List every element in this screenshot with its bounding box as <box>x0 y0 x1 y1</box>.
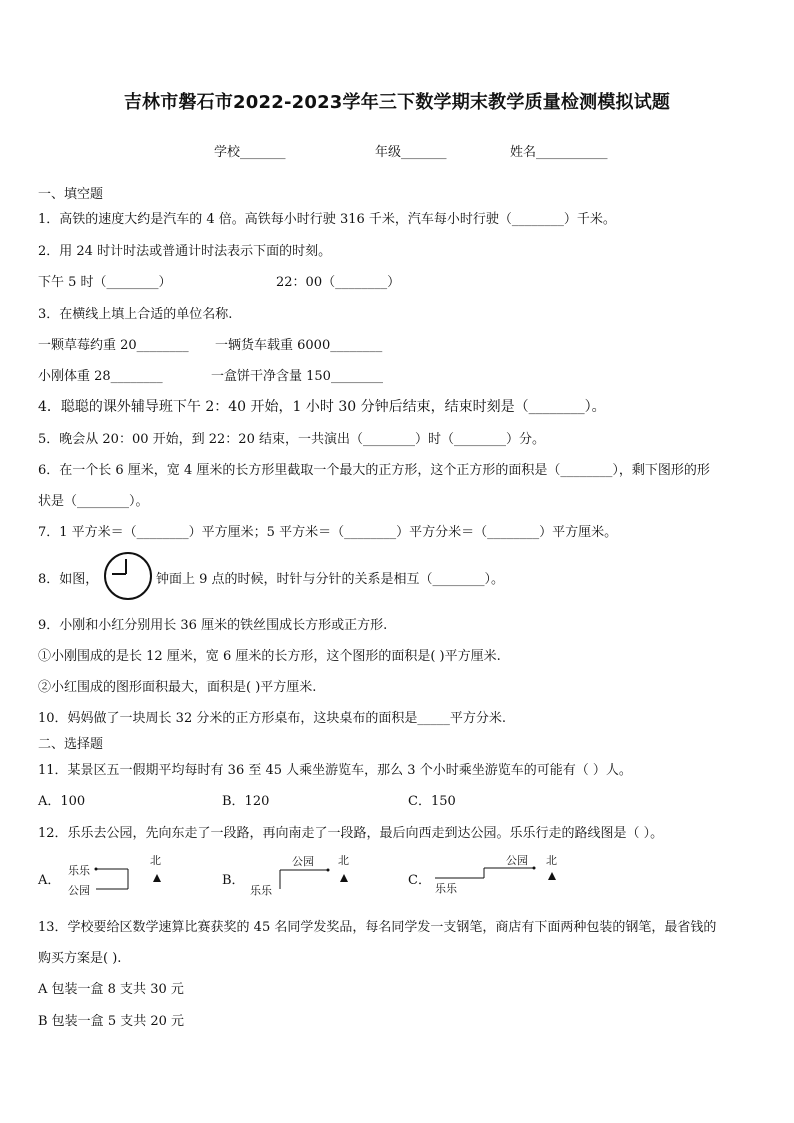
q12-option-a-label[interactable]: A． <box>38 873 61 888</box>
map-b-lele: 乐乐 <box>250 884 272 897</box>
question-3a: 一颗草莓约重 20________ <box>38 338 189 353</box>
question-3d: 一盒饼干净含量 150________ <box>211 369 383 384</box>
question-8b: 钟面上 9 点的时候，时针与分针的关系是相互（________）。 <box>156 572 505 587</box>
q12-option-c-label[interactable]: C． <box>408 873 431 888</box>
q11-option-b[interactable]: B．120 <box>222 794 270 809</box>
clock-face-icon <box>104 552 152 600</box>
q12-option-a-map[interactable] <box>66 852 176 898</box>
question-9: 9．小刚和小红分别用长 36 厘米的铁丝围成长方形或正方形. <box>38 618 388 633</box>
q12-option-b-label[interactable]: B． <box>222 873 245 888</box>
school-field[interactable]: 学校_______ <box>214 145 286 160</box>
map-c-north: 北 <box>546 854 557 867</box>
question-9b: ②小红围成的图形面积最大，面积是( )平方厘米. <box>38 680 317 695</box>
map-b-park: 公园 <box>292 855 314 868</box>
question-3c: 小刚体重 28________ <box>38 369 163 384</box>
question-2a: 下午 5 时（________） <box>38 275 172 290</box>
question-4: 4．聪聪的课外辅导班下午 2：40 开始，1 小时 30 分钟后结束，结束时刻是（________）。 <box>38 399 606 415</box>
question-9a: ①小刚围成的是长 12 厘米，宽 6 厘米的长方形，这个图形的面积是( )平方厘米. <box>38 649 501 664</box>
question-2: 2．用 24 时计时法或普通计时法表示下面的时刻。 <box>38 244 332 259</box>
question-3b: 一辆货车载重 6000________ <box>215 338 383 353</box>
question-3: 3．在横线上填上合适的单位名称. <box>38 307 233 322</box>
grade-field[interactable]: 年级_______ <box>375 145 447 160</box>
question-5: 5．晚会从 20：00 开始，到 22：20 结束，一共演出（________）时（________）分。 <box>38 432 545 447</box>
name-field[interactable]: 姓名___________ <box>510 145 608 160</box>
question-7: 7．1 平方米＝（________）平方厘米；5 平方米＝（________）平方分米＝（________）平方厘米。 <box>38 525 618 540</box>
question-2b: 22：00（________） <box>276 275 401 290</box>
map-b-north: 北 <box>338 854 349 867</box>
q11-option-a[interactable]: A．100 <box>38 794 86 809</box>
map-a-north: 北 <box>150 854 161 867</box>
q12-option-b-map[interactable] <box>246 852 356 898</box>
section-choice: 二、选择题 <box>38 737 104 752</box>
q12-option-c-map[interactable] <box>430 850 570 898</box>
map-a-lele: 乐乐 <box>68 864 90 877</box>
question-12: 12．乐乐去公园，先向东走了一段路，再向南走了一段路，最后向西走到达公园。乐乐行走的路线图是（ ）。 <box>38 826 664 841</box>
map-c-park: 公园 <box>506 854 528 867</box>
question-6b: 状是（________）。 <box>38 494 149 509</box>
question-6: 6．在一个长 6 厘米，宽 4 厘米的长方形里截取一个最大的正方形，这个正方形的面积是（________），剩下图形的形 <box>38 463 710 478</box>
q13-option-b[interactable]: B 包装一盒 5 支共 20 元 <box>38 1014 185 1029</box>
question-13: 13．学校要给区数学速算比赛获奖的 45 名同学发奖品，每名同学发一支钢笔，商店有下面两种包装的钢笔，最省钱的 <box>38 920 717 935</box>
page-title: 吉林市磐石市2022-2023学年三下数学期末教学质量检测模拟试题 <box>123 92 671 113</box>
question-11: 11．某景区五一假期平均每时有 36 至 45 人乘坐游览车，那么 3 个小时乘坐游览车的可能有（ ）人。 <box>38 763 632 778</box>
q11-option-c[interactable]: C．150 <box>408 794 456 809</box>
question-10: 10．妈妈做了一块周长 32 分米的正方形桌布，这块桌布的面积是_____平方分米. <box>38 711 506 726</box>
question-8a: 8．如图， <box>38 572 99 587</box>
section-fill-blank: 一、填空题 <box>38 187 104 202</box>
question-1: 1．高铁的速度大约是汽车的 4 倍。高铁每小时行驶 316 千米，汽车每小时行驶（________）千米。 <box>38 212 616 227</box>
map-a-park: 公园 <box>68 884 90 897</box>
map-c-lele: 乐乐 <box>435 882 457 895</box>
question-13b: 购买方案是( ). <box>38 951 122 966</box>
q13-option-a[interactable]: A 包装一盒 8 支共 30 元 <box>38 982 184 997</box>
